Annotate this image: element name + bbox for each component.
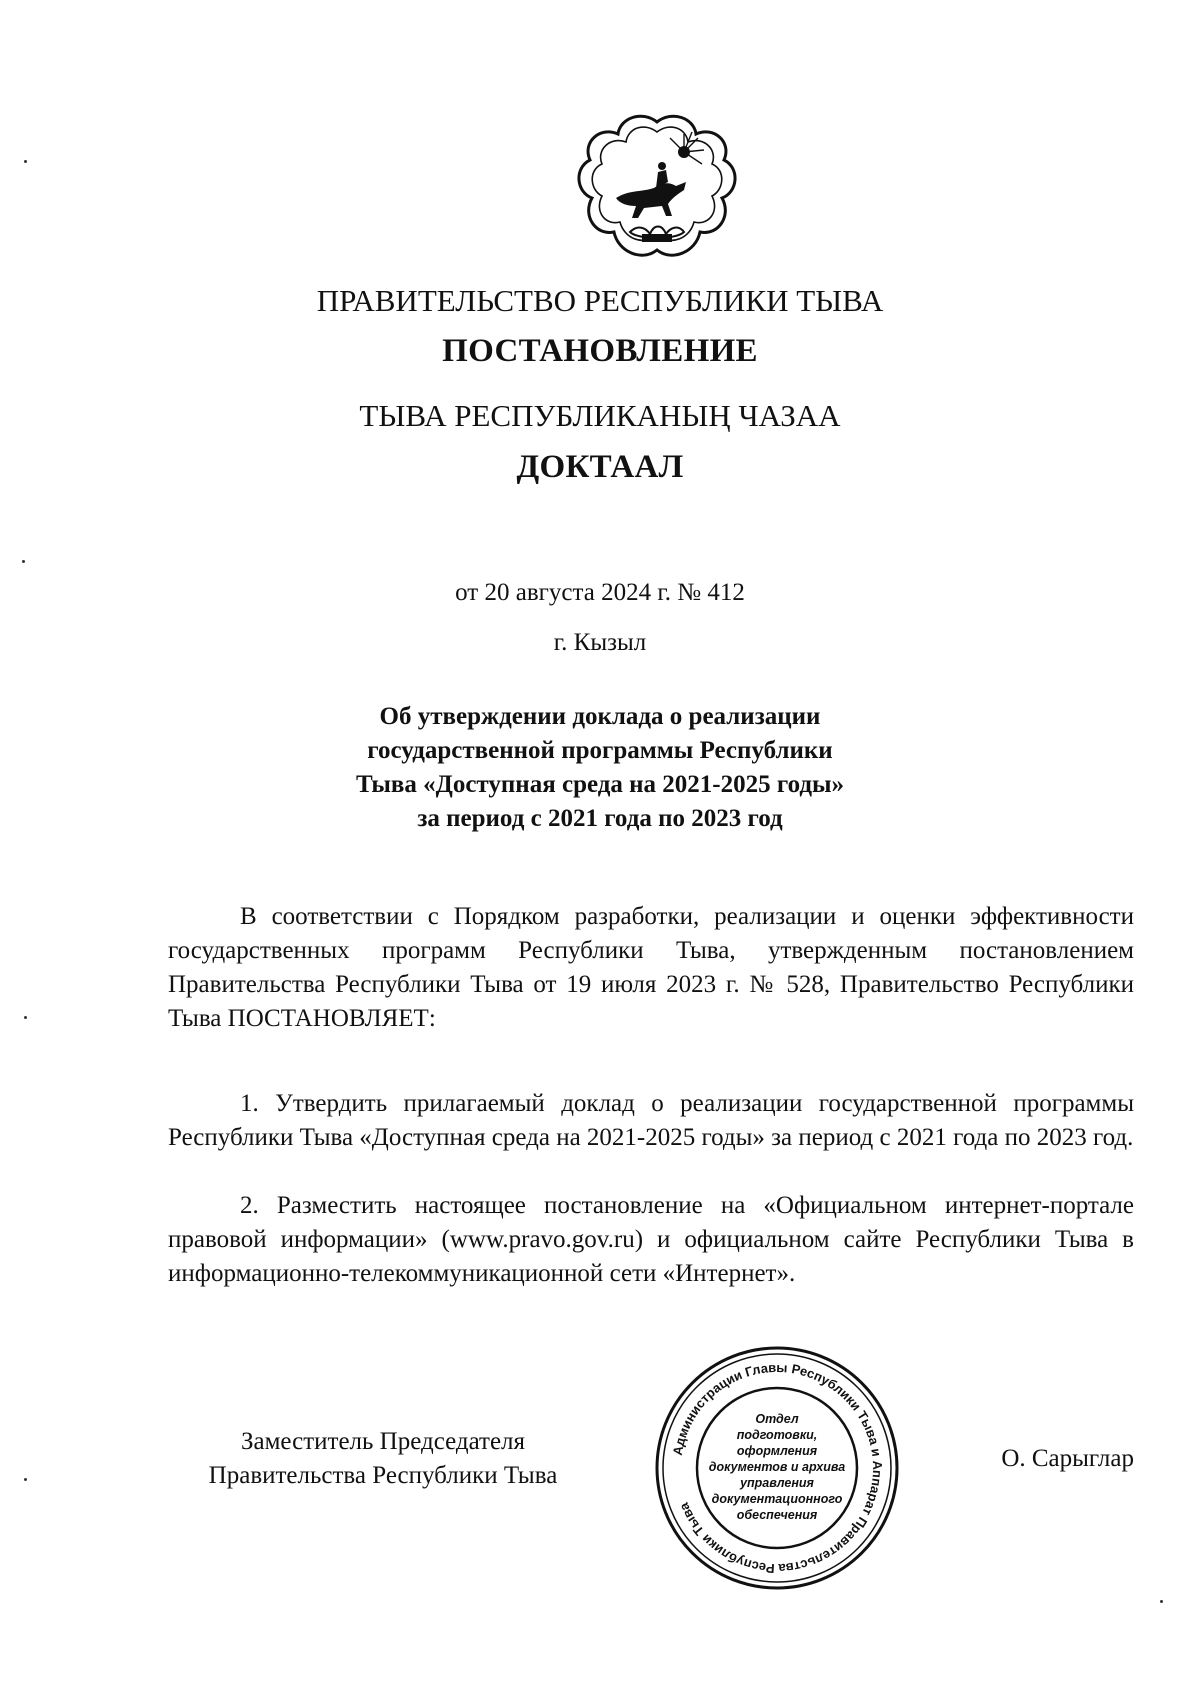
seal-center-line: управления xyxy=(740,1476,814,1490)
subject-line: Тыва «Доступная среда на 2021-2025 годы» xyxy=(355,771,845,798)
seal-center-line: обеспечения xyxy=(736,1508,818,1522)
item-2-paragraph: 2. Разместить настоящее постановление на «Официальном интернет-портале правовой информации» (www.pravo.gov.ru) и официальном сайте Республики Тыва в информационно-телекоммуникационной сети «Интернет». xyxy=(168,1192,1134,1287)
government-title-ru: ПРАВИТЕЛЬСТВО РЕСПУБЛИКИ ТЫВА xyxy=(316,283,884,318)
signatory-position xyxy=(168,1425,598,1493)
position-line: Заместитель Председателя xyxy=(240,1428,526,1455)
position-line: Правительства Республики Тыва xyxy=(208,1462,558,1489)
subject-line: государственной программы Республики xyxy=(367,737,833,764)
seal-ring-text: Администрации Главы Республики Тыва и Аппарат Правительства Республики Тыва xyxy=(669,1359,886,1577)
seal-center-line: Отдел xyxy=(755,1412,799,1426)
seal-center-line: оформления xyxy=(736,1444,818,1458)
item-1-block xyxy=(168,1087,1134,1155)
coat-of-arms-icon xyxy=(572,112,742,268)
item-2-block xyxy=(168,1189,1134,1291)
preamble-block xyxy=(168,900,1134,1036)
signatory-name: О. Сарыглар xyxy=(1001,1445,1134,1472)
seal-center-line: документов и архива xyxy=(708,1460,846,1474)
scan-speck xyxy=(24,1478,27,1481)
scan-speck xyxy=(24,160,27,163)
scan-speck xyxy=(1160,1600,1163,1603)
decree-city: г. Кызыл xyxy=(553,629,647,656)
preamble-paragraph: В соответствии с Порядком разработки, реализации и оценки эффективности государственных программ Республики Тыва, утвержденным постановлением Правительства Республики Тыва от 19 июля 2023 г. № 528, Правительство Республики Тыва ПОСТАНОВЛЯЕТ: xyxy=(168,903,1134,1032)
subject-line: Об утверждении доклада о реализации xyxy=(379,703,821,730)
scan-speck xyxy=(22,560,25,563)
scan-speck xyxy=(24,1016,27,1019)
government-title-tyv: ТЫВА РЕСПУБЛИКАНЫҢ ЧАЗАА xyxy=(359,398,841,433)
official-seal-icon xyxy=(652,1343,902,1593)
subject-line: за период с 2021 года по 2023 год xyxy=(417,805,783,832)
decree-heading-tyv: ДОКТААЛ xyxy=(516,449,684,485)
decree-subject xyxy=(0,700,1200,836)
item-1-paragraph: 1. Утвердить прилагаемый доклад о реализации государственной программы Республики Тыва «Доступная среда на 2021-2025 годы» за период с 2021 года по 2023 год. xyxy=(168,1090,1134,1151)
decree-date-number: от 20 августа 2024 г. № 412 xyxy=(455,579,745,606)
decree-heading-ru: ПОСТАНОВЛЕНИЕ xyxy=(442,333,758,369)
seal-center-line: подготовки, xyxy=(736,1428,818,1442)
seal-center-line: документационного xyxy=(711,1492,843,1506)
